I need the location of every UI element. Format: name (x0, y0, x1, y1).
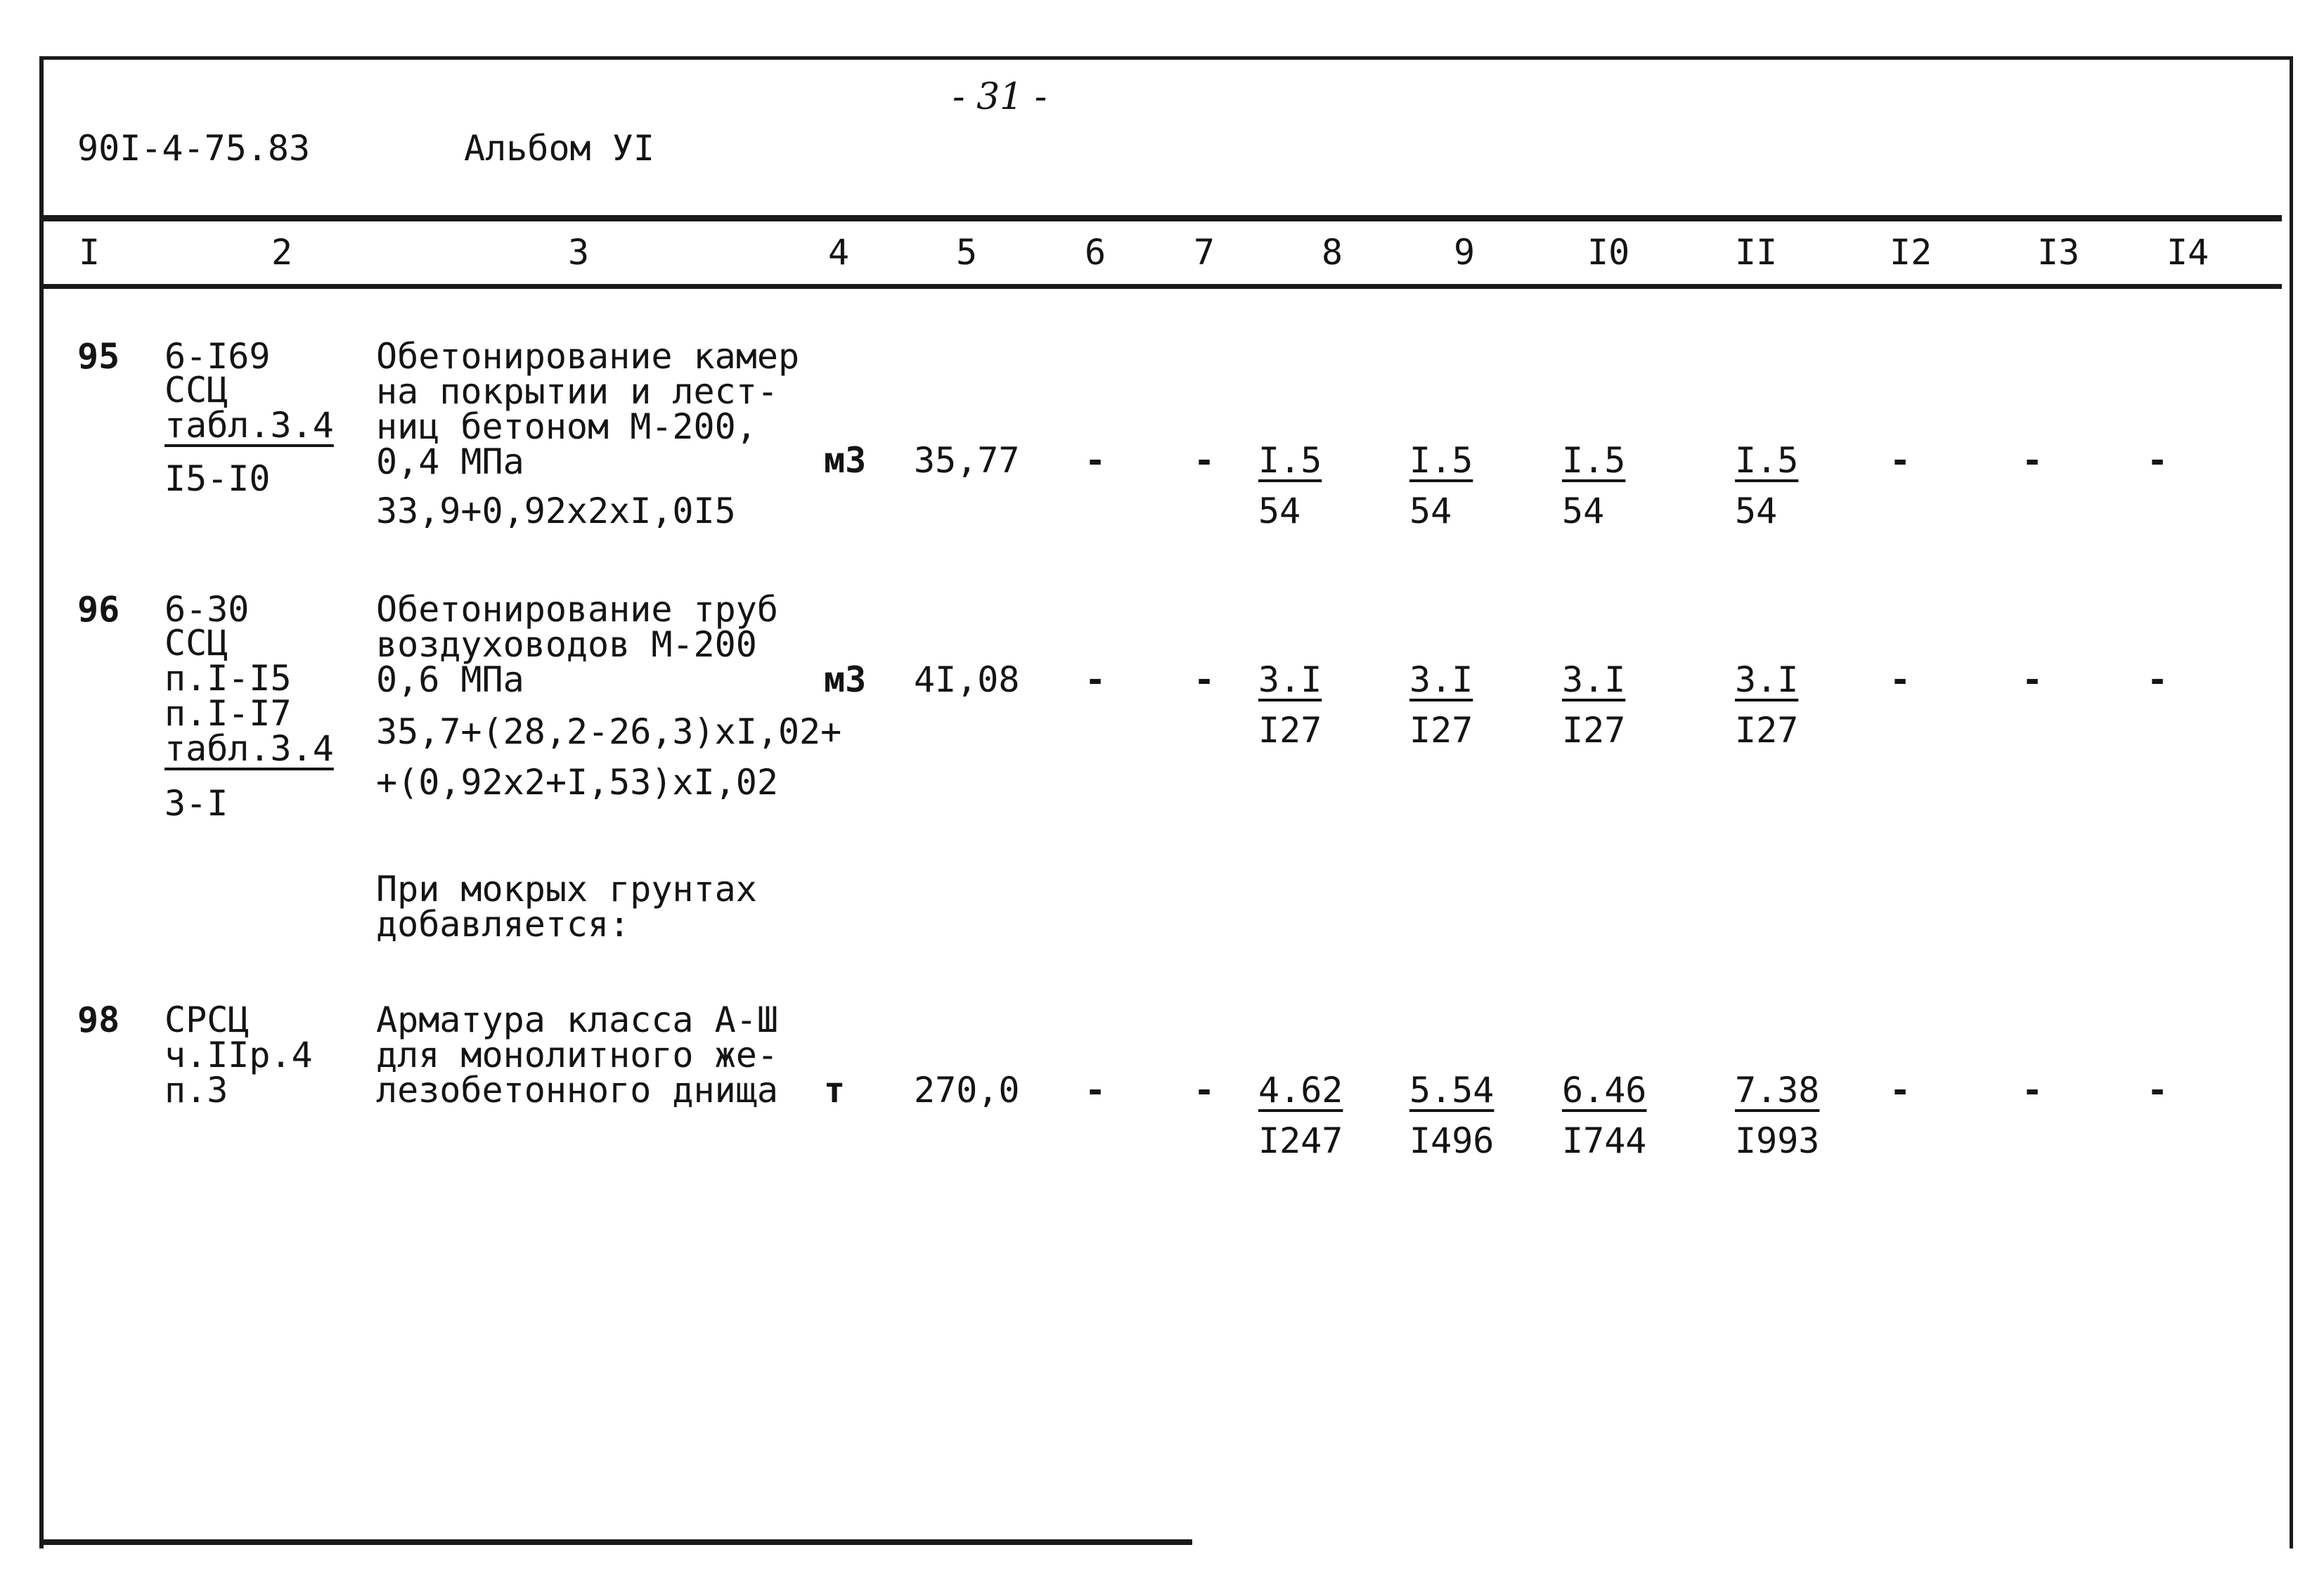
rate-code: 6-30 (164, 589, 250, 630)
cell-fraction-top: 4.62 (1258, 1070, 1343, 1111)
work-description: Обетонирование труб воздуховодов М-200 0,6 МПа (376, 589, 778, 700)
cell-fraction-top: I.5 (1409, 440, 1473, 481)
unit: м3 (824, 440, 867, 481)
cell-dash: - (1085, 440, 1106, 481)
column-header: II (1735, 232, 1778, 273)
cell-fraction-top: I.5 (1562, 440, 1626, 481)
cell-fraction-top: 3.I (1409, 659, 1473, 700)
rate-code-extra: I5-I0 (164, 458, 271, 499)
cell-fraction-bottom: 54 (1562, 491, 1605, 531)
cell-fraction-bottom: I27 (1409, 710, 1473, 751)
column-header: I (79, 232, 101, 273)
rate-code: табл.3.4 (164, 728, 334, 769)
cell-fraction-bottom: I744 (1562, 1120, 1647, 1161)
cell-fraction-top: I.5 (1258, 440, 1322, 481)
wet-soil-note: При мокрых грунтах добавляется: (376, 869, 757, 945)
column-header: I0 (1587, 232, 1630, 273)
cell-fraction-bottom: 54 (1735, 491, 1778, 531)
rate-code: СРСЦ ч.IIр.4 п.3 (164, 1000, 313, 1111)
rate-code: п.I-I7 (164, 693, 292, 734)
quantity: 270,0 (914, 1070, 1020, 1111)
column-header: I4 (2167, 232, 2209, 273)
column-header: 7 (1194, 232, 1215, 273)
column-header: 3 (568, 232, 590, 273)
quantity-formula: 35,7+(28,2-26,3)xI,02+ (376, 711, 842, 752)
cell-fraction-bottom: I993 (1735, 1120, 1820, 1161)
row-number: 96 (77, 589, 120, 630)
column-header: I2 (1890, 232, 1932, 273)
column-header: 2 (271, 232, 293, 273)
work-description: Обетонирование камер на покрытии и лест- ниц бетоном М-200, 0,4 МПа (376, 336, 800, 482)
cell-fraction-bottom: 54 (1258, 491, 1301, 531)
rate-code: п.I-I5 (164, 658, 292, 699)
column-header: 9 (1454, 232, 1476, 273)
quantity-formula: 33,9+0,92x2xI,0I5 (376, 491, 736, 531)
cell-dash: - (2022, 1070, 2044, 1111)
cell-fraction-top: 3.I (1735, 659, 1799, 700)
cell-fraction-bottom: I27 (1258, 710, 1322, 751)
quantity: 4I,08 (914, 659, 1020, 700)
unit: м3 (824, 659, 867, 700)
rate-code: ССЦ (164, 370, 228, 410)
cell-dash: - (1194, 440, 1215, 481)
column-header: 8 (1322, 232, 1343, 273)
album-label: Альбом УI (464, 128, 654, 169)
unit: т (824, 1070, 846, 1111)
rate-code: табл.3.4 (164, 405, 334, 446)
cell-dash: - (2147, 659, 2169, 700)
cell-fraction-top: 6.46 (1562, 1070, 1647, 1111)
cell-fraction-bottom: I247 (1258, 1120, 1343, 1161)
rate-code: ССЦ (164, 623, 228, 664)
quantity-formula: +(0,92x2+I,53)xI,02 (376, 762, 778, 803)
cell-dash: - (1085, 659, 1106, 700)
work-description: Арматура класса А-Ш для монолитного же- лезобетонного днища (376, 1000, 778, 1111)
cell-dash: - (1890, 1070, 1911, 1111)
row-number: 98 (77, 1000, 120, 1040)
document-code: 90I-4-75.83 (77, 128, 311, 169)
row-number: 95 (77, 336, 120, 377)
cell-dash: - (1890, 659, 1911, 700)
column-header: I3 (2037, 232, 2080, 273)
page-number: - 31 - (953, 76, 1047, 118)
cell-fraction-bottom: I27 (1735, 710, 1799, 751)
cell-fraction-top: 3.I (1562, 659, 1626, 700)
cell-fraction-bottom: I496 (1409, 1120, 1495, 1161)
column-header: 4 (828, 232, 850, 273)
rate-code: 6-I69 (164, 336, 271, 377)
cell-dash: - (1194, 659, 1215, 700)
quantity: 35,77 (914, 440, 1020, 481)
cell-dash: - (2147, 1070, 2169, 1111)
column-header: 5 (956, 232, 978, 273)
cell-fraction-top: 5.54 (1409, 1070, 1495, 1111)
cell-fraction-top: 7.38 (1735, 1070, 1820, 1111)
cell-fraction-bottom: 54 (1409, 491, 1452, 531)
cell-fraction-top: 3.I (1258, 659, 1322, 700)
rate-code-extra: 3-I (164, 783, 228, 824)
cell-dash: - (1085, 1070, 1106, 1111)
cell-dash: - (1890, 440, 1911, 481)
header-rule-top (44, 215, 2282, 221)
cell-dash: - (2147, 440, 2169, 481)
column-header: 6 (1085, 232, 1106, 273)
cell-fraction-top: I.5 (1735, 440, 1799, 481)
cell-dash: - (2022, 440, 2044, 481)
cell-fraction-bottom: I27 (1562, 710, 1626, 751)
header-rule-bottom (44, 284, 2282, 289)
cell-dash: - (1194, 1070, 1215, 1111)
cell-dash: - (2022, 659, 2044, 700)
bottom-border (39, 1539, 1192, 1545)
